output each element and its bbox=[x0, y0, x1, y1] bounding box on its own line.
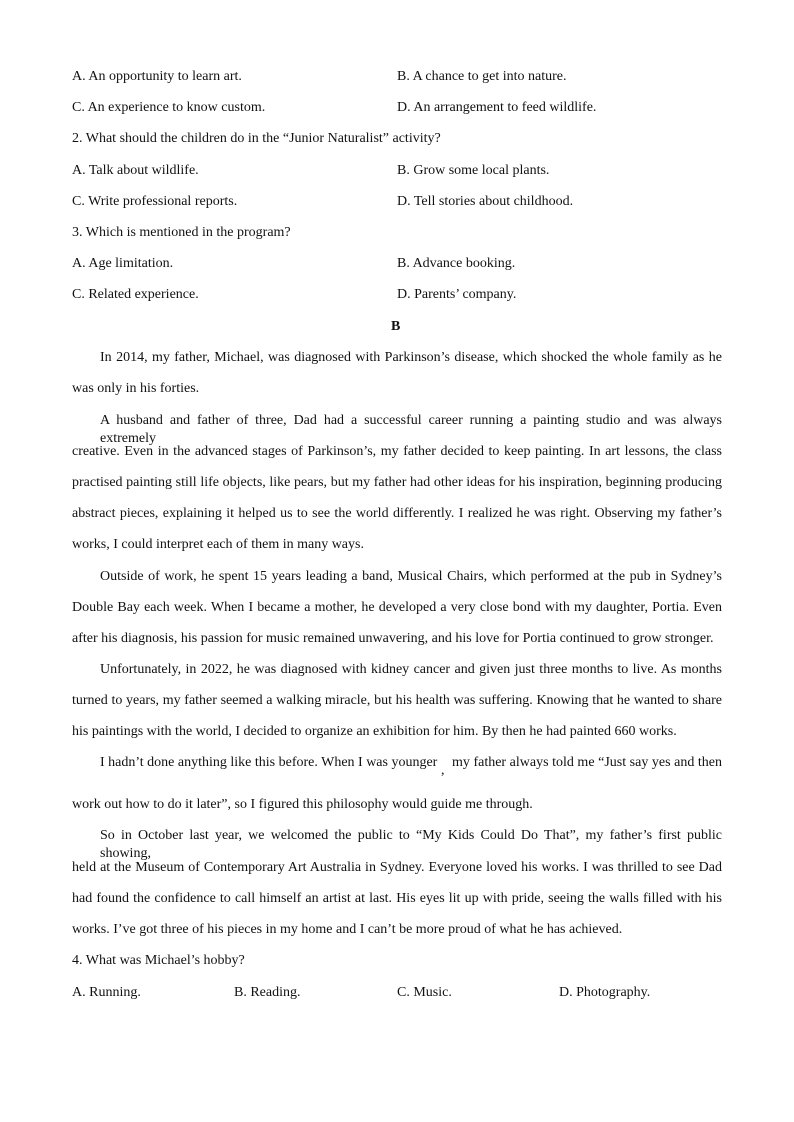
passage-p6-line: held at the Museum of Contemporary Art Australia in Sydney. Everyone loved his works. I was thrilled to see Dad bbox=[72, 860, 722, 875]
section-b-heading: B bbox=[391, 319, 401, 334]
q2-option-d: D. Tell stories about childhood. bbox=[397, 194, 574, 209]
passage-p4-line: Unfortunately, in 2022, he was diagnosed with kidney cancer and given just three months to live. As months bbox=[100, 662, 722, 677]
q1-option-c: C. An experience to know custom. bbox=[72, 100, 266, 115]
q1-option-b: B. A chance to get into nature. bbox=[397, 69, 567, 84]
passage-p4-line: turned to years, my father seemed a walking miracle, but his health was suffering. Knowing that he wanted to share bbox=[72, 693, 722, 708]
q4-option-b: B. Reading. bbox=[234, 985, 301, 1000]
passage-p2-line: abstract pieces, explaining it helped us to see the world differently. I realized he was right. Observing my father’s bbox=[72, 506, 722, 521]
q3-option-b: B. Advance booking. bbox=[397, 256, 516, 271]
q2-option-a: A. Talk about wildlife. bbox=[72, 163, 199, 178]
q4-option-a: A. Running. bbox=[72, 985, 141, 1000]
passage-p6-line: works. I’ve got three of his pieces in my home and I can’t be more proud of what he has achieved. bbox=[72, 922, 623, 937]
q2-option-b: B. Grow some local plants. bbox=[397, 163, 550, 178]
passage-p5-line: work out how to do it later”, so I figured this philosophy would guide me through. bbox=[72, 797, 533, 812]
passage-p2-line: creative. Even in the advanced stages of Parkinson’s, my father decided to keep painting. In art lessons, the class bbox=[72, 444, 722, 459]
passage-p6-line: had found the confidence to call himself an artist at last. His eyes lit up with pride, seeing the walls filled with his bbox=[72, 891, 722, 906]
passage-p5-line: my father always told me “Just say yes and then bbox=[452, 755, 722, 770]
q1-option-a: A. An opportunity to learn art. bbox=[72, 69, 242, 84]
q1-option-d: D. An arrangement to feed wildlife. bbox=[397, 100, 597, 115]
passage-p3-line: Outside of work, he spent 15 years leading a band, Musical Chairs, which performed at the pub in Sydney’s bbox=[100, 569, 722, 584]
passage-p2-line: A husband and father of three, Dad had a successful career running a painting studio and was always extremely bbox=[100, 413, 722, 446]
q4-option-d: D. Photography. bbox=[559, 985, 651, 1000]
passage-p3-line: Double Bay each week. When I became a mother, he developed a very close bond with my daughter, Portia. Even bbox=[72, 600, 722, 615]
passage-p1-line: was only in his forties. bbox=[72, 381, 200, 396]
q3-option-a: A. Age limitation. bbox=[72, 256, 174, 271]
passage-p2-line: works, I could interpret each of them in many ways. bbox=[72, 537, 364, 552]
passage-p4-line: his paintings with the world, I decided to organize an exhibition for him. By then he had painted 660 works. bbox=[72, 724, 677, 739]
q4-stem: 4. What was Michael’s hobby? bbox=[72, 953, 245, 968]
passage-p5-line: I hadn’t done anything like this before. When I was younger bbox=[100, 755, 438, 770]
q2-stem: 2. What should the children do in the “Junior Naturalist” activity? bbox=[72, 131, 441, 146]
passage-p2-line: practised painting still life objects, like pears, but my father had other ideas for his inspiration, beginning producing bbox=[72, 475, 722, 490]
passage-p1-line: In 2014, my father, Michael, was diagnosed with Parkinson’s disease, which shocked the whole family as he bbox=[100, 350, 722, 365]
q3-option-d: D. Parents’ company. bbox=[397, 287, 517, 302]
q2-option-c: C. Write professional reports. bbox=[72, 194, 238, 209]
q3-stem: 3. Which is mentioned in the program? bbox=[72, 225, 291, 240]
q4-option-c: C. Music. bbox=[397, 985, 452, 1000]
passage-p6-line: So in October last year, we welcomed the public to “My Kids Could Do That”, my father’s first public showing, bbox=[100, 828, 722, 861]
passage-p5-comma: , bbox=[441, 763, 445, 778]
q3-option-c: C. Related experience. bbox=[72, 287, 199, 302]
passage-p3-line: after his diagnosis, his passion for music remained unwavering, and his love for Portia continued to grow stronger. bbox=[72, 631, 714, 646]
